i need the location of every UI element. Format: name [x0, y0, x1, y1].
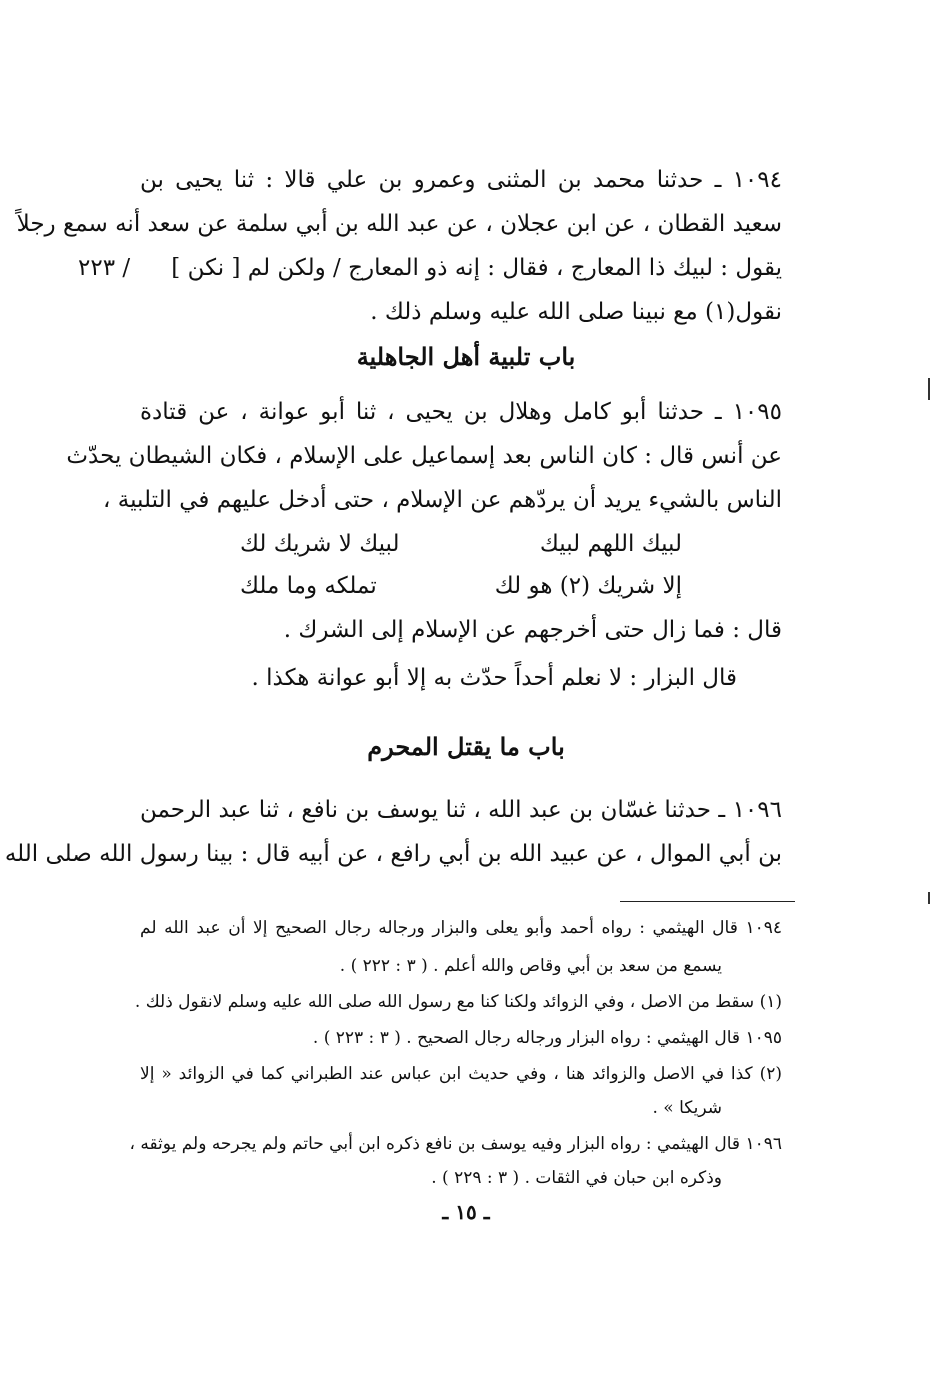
- hadith-1094-line-2: سعيد القطان ، عن ابن عجلان ، عن عبد الله بن أبي سلمة عن سعد أنه سمع رجلاً: [16, 211, 782, 237]
- hadith-1096-line-2: بن أبي الموال ، عن عبيد الله بن أبي رافع ، عن أبيه قال : بينا رسول الله صلى الله: [4, 841, 782, 867]
- footnote-1094-line-2: يسمع من سعد بن أبي وقاص والله أعلم . ( ٣ : ٢٢٢ ) .: [339, 956, 722, 976]
- footnote-separator: [620, 901, 795, 902]
- margin-page-reference: / ٢٢٣: [78, 255, 131, 281]
- footnote-1096-line-2: وذكره ابن حبان في الثقات . ( ٣ : ٢٢٩ ) .: [431, 1168, 722, 1188]
- scan-edge-mark: [928, 892, 930, 904]
- hadith-1094-line-4: نقول(١) مع نبينا صلى الله عليه وسلم ذلك .: [370, 299, 782, 325]
- verse-2-right-hemistich: إلا شريك (٢) هو لك: [494, 573, 682, 599]
- footnote-1096-line-1: ١٠٩٦ قال الهيثمي : رواه البزار وفيه يوسف بن نافع ذكره ابن أبي حاتم ولم يجرحه ولم يوثقه ،: [129, 1134, 782, 1154]
- hadith-1095-line-4: قال : فما زال حتى أخرجهم عن الإسلام إلى الشرك .: [283, 617, 782, 643]
- verse-1-right-hemistich: لبيك اللهم لبيك: [539, 531, 682, 557]
- footnote-2-line-1: (٢) كذا في الاصل والزوائد هنا ، وفي حديث ابن عباس عند الطبراني كما في الزوائد « إلا: [140, 1064, 782, 1084]
- verse-2-left-hemistich: تملكه وما ملك: [240, 573, 377, 599]
- hadith-1095-line-3: الناس بالشيء يريد أن يردّهم عن الإسلام ، حتى أدخل عليهم في التلبية ،: [103, 487, 782, 513]
- footnote-1094-line-1: ١٠٩٤ قال الهيثمي : رواه أحمد وأبو يعلى والبزار ورجاله رجال الصحيح إلا أن عبد الله لم: [140, 918, 782, 938]
- section-heading-muhrim: باب ما يقتل المحرم: [367, 732, 565, 761]
- scan-edge-mark: [928, 378, 930, 400]
- hadith-1095-line-1: ١٠٩٥ ـ حدثنا أبو كامل وهلال بن يحيى ، ثنا أبو عوانة ، عن قتادة: [140, 399, 782, 425]
- hadith-1095-bazzar-comment: قال البزار : لا نعلم أحداً حدّث به إلا أبو عوانة هكذا .: [251, 665, 737, 691]
- hadith-1096-line-1: ١٠٩٦ ـ حدثنا غسّان بن عبد الله ، ثنا يوسف بن نافع ، ثنا عبد الرحمن: [140, 797, 782, 823]
- hadith-1095-line-2: عن أنس قال : كان الناس بعد إسماعيل على الإسلام ، فكان الشيطان يحدّث: [66, 443, 782, 469]
- section-heading-talbiya: باب تلبية أهل الجاهلية: [356, 342, 576, 371]
- verse-1-left-hemistich: لبيك لا شريك لك: [240, 531, 400, 557]
- hadith-1094-line-1: ١٠٩٤ ـ حدثنا محمد بن المثنى وعمرو بن علي قالا : ثنا يحيى بن: [140, 167, 782, 193]
- hadith-1094-line-3: يقول : لبيك ذا المعارج ، فقال : إنه ذو المعارج / ولكن لم [ نكن ]: [171, 255, 782, 281]
- page-number: ـ ١٥ ـ: [442, 1200, 490, 1224]
- footnote-2-line-2: شريكا » .: [652, 1098, 722, 1118]
- footnote-1: (١) سقط من الاصل ، وفي الزوائد ولكنا كنا مع رسول الله صلى الله عليه وسلم لانقول ذلك .: [134, 992, 782, 1012]
- footnote-1095: ١٠٩٥ قال الهيثمي : رواه البزار ورجاله رجال الصحيح . ( ٣ : ٢٢٣ ) .: [312, 1028, 782, 1048]
